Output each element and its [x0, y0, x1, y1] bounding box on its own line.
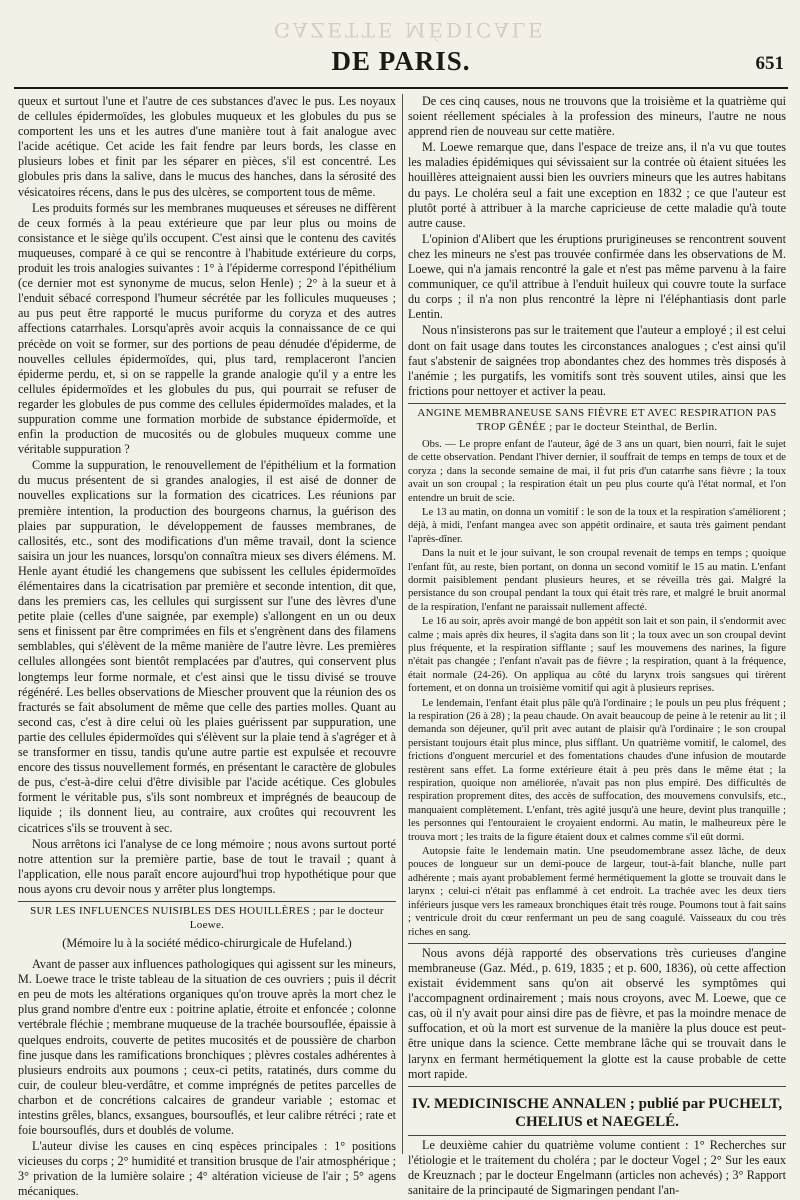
article-heading: ANGINE MEMBRANEUSE SANS FIÈVRE ET AVEC RESPIRATION PAS TROP GÊNÉE ; par le docteur Steinthal, de Berlin.: [417, 406, 777, 433]
section-rule: [408, 1086, 786, 1087]
right-column: [408, 94, 786, 1198]
paragraph: queux et surtout l'une et l'autre de ces substances d'avec le pus. Les noyaux de cellules épidermoïdes, les globules muqueux et les globules du pus se comportent les uns et les autres d'une manière tout à fait analogue avec l'acide acétique. Cet acide les fait fendre par leurs bords, les classe en plusieurs lobes et finit par les séparer en pièces, s'il est concentré. Les globules pris dans la salive, dans le mucus des hanches, dans la sérosité des vésicatoires récens, dans le pus des ulcères, se comportent tous de même.: [18, 94, 396, 199]
section-rule: [408, 403, 786, 404]
observation-paragraph: Le 13 au matin, on donna un vomitif : le son de la toux et la respiration s'améliorent ; déjà, à midi, l'enfant mangea avec son appétit ordinaire, et sauta très gaiment pendant l'après-dîner.: [408, 506, 786, 545]
paragraph: Les produits formés sur les membranes muqueuses et séreuses ne diffèrent de ceux formés à la peau extérieure que par leur plus ou moins de consistance et le siège qu'ils occupent. C'est ainsi que le contenu des cavités muqueuses, comparé à ce qui se rencontre à l'habitude extérieure du corps, produit les trois analogies suivantes : 1° à l'épiderme correspond l'épithélium (ce dernier mot est synonyme de mucus, selon Henle) ; 2° à la sueur et à l'enduit sébacé correspond l'humeur sécrétée par les follicules muqueuses ; au pus peut être rapporté le mucus puriforme du coryza et des autres affections catarrhales. Lorsqu'après avoir acquis la connaissance de ce qui précède on voit se former, sur des portions de peau dénudée d'épiderme, de nouvelles cellules épidermoïdes, qui, plus tard, remplaceront l'ancien épiderme perdu, et, si on se rappelle la grande analogie qu'il y a entre les cellules épidermoïdes et les globules du pus, qui pourrait se refuser de regarder les globules de pus comme des cellules épidermoïdes malades, et la suppuration comme une formation morbide de substance épidermoïde, et enfin la production de mucosités ou de globules muqueux comme une véritable suppuration ?: [18, 200, 396, 457]
observation-paragraph: Le lendemain, l'enfant était plus pâle qu'à l'ordinaire ; le pouls un peu plus fréquent ; la respiration (26 à 28) ; la peau chaude. On avait beaucoup de peine à le retenir au lit ; il demanda son déjeuner, qu'il prit avec autant de plaisir qu'à l'ordinaire ; le son croupal persistant toujours était plus mince, plus sifflant. Un quatrième vomitif, le calomel, des frictions d'onguent mercuriel et des fomentations chaudes d'une infusion de moutarde restèrent sans effet. La forme extérieure était à peu près dans le même état ; la respiration, quoique non améliorée, n'avait pas non plus empiré. Des difficultés de respiration proprement dites, des accès de suffocation, des mouvemens convulsifs, etc., manquaient complètement. L'enfant, très agité jusqu'à une heure, devint plus tranquille ; les personnes qui l'entouraient le croyaient endormi. Au matin, le malheureux père le trouva mort ; les traits de la figure étaient doux et calmes comme s'il eût dormi.: [408, 697, 786, 843]
page-header: [14, 0, 788, 84]
paragraph: Le deuxième cahier du quatrième volume contient : 1° Recherches sur l'étiologie et le traitement du choléra ; par le docteur Vogel ; 2° Sur les eaux de Kreuznach ; par le docteur Engelmann (articles non achevés) ; 3° Rapport sanitaire de la principauté de Sigmaringen pendant l'an-: [408, 1137, 786, 1198]
section-heading: IV. MEDICINISCHE ANNALEN ; publié par PUCHELT, CHELIUS et NAEGELÉ.: [411, 1095, 783, 1130]
observation-paragraph: Le 16 au soir, après avoir mangé de bon appétit son lait et son pain, il s'endormit avec calme ; mais après dix heures, il s'agita dans son lit ; la toux avec un son croupal devint plus fréquente, et la respiration sifflante ; sauf les mouvemens des narines, la figure n'était pas changée ; l'enfant n'avait pas de fièvre ; la respiration, quant à la fréquence, était normale (24-26). On appliqua au côté du larynx trois sangsues qui tirèrent fortement, et on donna un troisième vomitif qui agit à plusieurs reprises.: [408, 616, 786, 695]
article-heading: SUR LES INFLUENCES NUISIBLES DES HOUILLÈRES ; par le docteur Loewe.: [30, 904, 384, 931]
observation-paragraph: Obs. — Le propre enfant de l'auteur, âgé de 3 ans un quart, bien nourri, fait le sujet de cette observation. Pendant l'hiver dernier, il souffrait de temps en temps de toux et de coryza ; dans la seconde semaine de mai, il fut pris d'un catarrhe sans fièvre ; la toux avait un son croupal ; la respiration était un peu plus courte qu'à l'état normal, et l'on entendre un bruit de scie.: [408, 438, 786, 504]
newspaper-page: [14, 0, 788, 1199]
paragraph: Nous avons déjà rapporté des observations très curieuses d'angine membraneuse (Gaz. Méd., p. 619, 1835 ; et p. 600, 1836), où cette affection existait évidemment sans qu'on ait observé les symptômes qui l'accompagnent ordinairement ; mais nous croyons, avec M. Loewe, que ce cas, où il n'y avait pour ainsi dire pas de fièvre, et pas la moindre menace de suffocation, et où la mort est survenue de la manière la plus douce est peut-être unique dans la science. Cette membrane lâche qui se trouvait dans le larynx en fermant hermétiquement la glotte est la cause probable de cette mort rapide.: [408, 945, 786, 1081]
column-divider: [402, 94, 403, 1154]
observation-paragraph: Dans la nuit et le jour suivant, le son croupal revenait de temps en temps ; quoique l'enfant fût, au reste, bien portant, on donna un second vomitif le 15 au matin. L'enfant dormit paisiblement pendant plusieurs heures, et se réveilla très gai. Malgré la persistance du son croupal pendant la toux qui était très rare, et malgré le bruit anormal de la respiration, l'enfant ne paraissait nullement affecté.: [408, 548, 786, 613]
section-rule: [18, 901, 396, 902]
paragraph: L'auteur divise les causes en cinq espèces principales : 1° positions vicieuses du corps ; 2° humidité et transition brusque de l'air atmosphérique ; 3° privation de la lumière solaire ; 4° altération vicieuse de l'air ; 5° agens mécaniques.: [18, 1139, 396, 1199]
paragraph: Comme la suppuration, le renouvellement de l'épithélium et la formation du mucus présentent de si grandes analogies, il est aisé de donner de nouvelles explications sur la formation des cicatrices. Les réunions par première intention, la production des bourgeons charnus, la guérison des plaies par suppuration, le développement de fausses membranes, de callosités, etc., sont des modifications d'un même travail, dont la science saisira un jour les nuances, lorsqu'on connaîtra mieux ses divers élémens. M. Henle ayant étudié les changemens que subissent les cellules épidermoïdes élémentaires dans la cicatrisation par première et seconde intention, dit que, dans les premiers cas, les cellules qui surgissent sur l'une des lèvres d'une petite plaie (celles d'une saignée, par exemple) s'allongent en un ou deux sens et finissent par être comprimées en fils et s'engrènent dans des filamens semblables, qui s'élèvent de la même manière de l'autre lèvre. Les premières cellules allongées sont bientôt remplacées par d'autres, qui conservent plus longtemps leur forme normale, et c'est ainsi que le tissu divisé se trouve régénéré. Les belles observations de Miescher prouvent que la réunion des os fracturés se fait absolument de même que celle des parties molles. Quant au second cas, c'est à dire celui où les plaies guérissent par suppuration, une partie des cellules épidermoïdes qui s'élèvent sur la plaie tend à s'agréger et à se transformer en tissu, tandis qu'une autre partie est expulsée et recouvre encore des tissus nouvellement formés, en présentant le caractère de globules de pus, c'est-à-dire celui d'être divisible par l'acide acétique. Ces globules forment le véritable pus, s'ils sont nombreux et imprégnés de beaucoup de liquide ; ils donnent lieu, au contraire, aux croûtes qui recouvrent les cicatrices s'ils se trouvent à sec.: [18, 458, 396, 835]
bleed-through-text: GAZETTE MÉDICALE: [274, 18, 546, 42]
autopsy-paragraph: Autopsie faite le lendemain matin. Une pseudomembrane assez lâche, de deux pouces de longueur sur un demi-pouce de largeur, tout-à-fait blanche, nulle part adhérente ; mais ayant probablement fermé hermétiquement la glotte se trouvait dans le larynx ; celui-ci n'était pas enflammé à cet endroit. La trachée avec les deux tiers inférieurs jusque vers les rameaux bronchiques était très rouge. Poumons tout à fait sains ; ventricule droit du cœur renfermant un peu de sang coagulé. Vaisseaux du cou très riches en sang.: [408, 846, 786, 938]
header-rule: [14, 87, 788, 89]
paragraph: M. Loewe remarque que, dans l'espace de treize ans, il n'a vu que toutes les maladies épidémiques qui sévissaient sur la contrée où étaient situées les houillères atteignaient aussi bien les ouvriers mineurs que les autres habitans du pays. Le choléra seul a fait une exception en 1832 ; ce que l'auteur est plutôt porté à attribuer à la marche capricieuse de cette maladie qu'à toute autre cause.: [408, 140, 786, 230]
section-rule: [408, 943, 786, 944]
paragraph: Nous n'insisterons pas sur le traitement que l'auteur a employé ; il est celui dont on fait usage dans toutes les circonstances analogues ; c'est ainsi qu'il faut s'abstenir de saignées trop abondantes chez des hommes très disposés à l'anémie ; les purgatifs, les vomitifs sont très souvent utiles, ainsi que les frictions pour nettoyer et activer la peau.: [408, 323, 786, 398]
paragraph: L'opinion d'Alibert que les éruptions prurigineuses se rencontrent souvent chez les mineurs ne s'est pas trouvée confirmée dans les observations de M. Loewe, qui n'a jamais rencontré la gale et n'est pas même parvenu à la faire communiquer, ce qu'il attribue à l'enduit huileux qui couvre toute la surface du corps ; il n'a non plus rencontré la lèpre ni l'éléphantiasis dont parle Lentin.: [408, 231, 786, 322]
section-rule: [408, 1135, 786, 1136]
left-column: [18, 94, 396, 1199]
page-number: 651: [755, 53, 784, 74]
running-title: DE PARIS.: [331, 46, 471, 76]
article-subheading: (Mémoire lu à la société médico-chirurgicale de Hufeland.): [62, 935, 352, 950]
paragraph: Nous arrêtons ici l'analyse de ce long mémoire ; nous avons surtout porté notre attention sur la première partie, base de tout le travail ; quant à l'application, elle nous paraît encore aujourd'hui trop hypothétique pour que nous ayons cru devoir nous y arrêter plus longtemps.: [18, 836, 396, 896]
paragraph: Avant de passer aux influences pathologiques qui agissent sur les mineurs, M. Loewe trace le triste tableau de la situation de ces ouvriers ; puis il décrit en peu de mots les altérations organiques qu'on trouve après la mort chez le plus grand nombre d'entre eux : poitrine aplatie, étroite et enfoncée ; colonne vertébrale fléchie ; membrane muqueuse de la trachée boursouflée, épaissie à quelques endroits, couverte de petites mucosités et de poussière de charbon fine jusque dans les ramifications bronchiques ; plèvres costales adhérentes à plusieurs endroits aux poumons ; ceux-ci petits, ratatinés, durs comme du cuir, de couleur bleu-verdâtre, et comme imprégnés de petites parcelles de charbon et de concrétions calcaires de grandeur variable ; estomac et intestins grêles, blancs, exsangues, boursouflés, et leur calibre rétréci ; rate et foie boursouflés, durs et doublés de volume.: [18, 957, 396, 1138]
paragraph: De ces cinq causes, nous ne trouvons que la troisième et la quatrième qui soient réellement spéciales à la profession des mineurs, l'autre ne nous apprend rien de nouveau sur cette matière.: [408, 94, 786, 139]
